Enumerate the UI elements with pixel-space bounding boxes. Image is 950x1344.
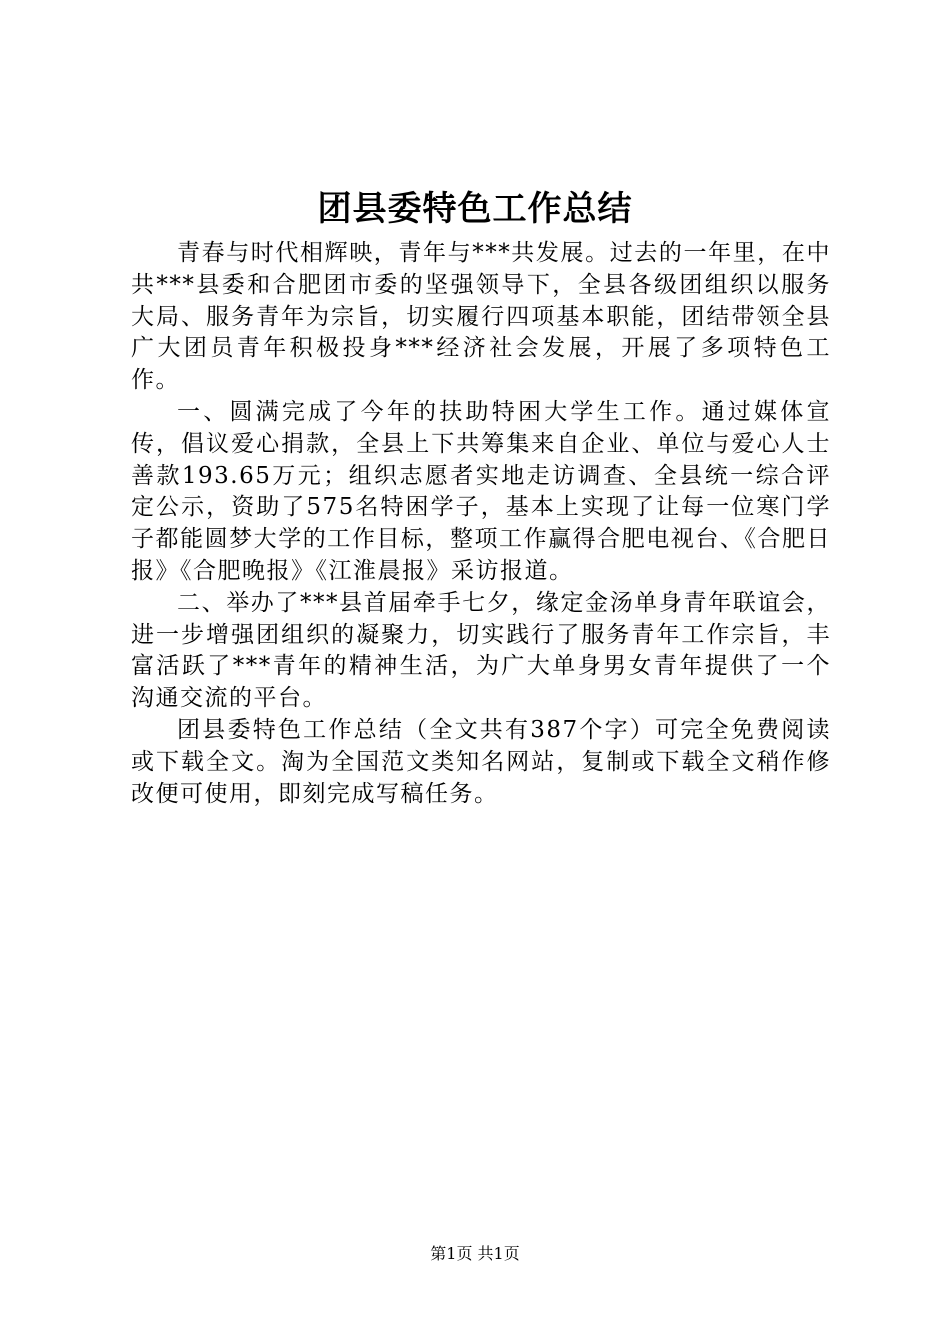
paragraph-intro: 青春与时代相辉映，青年与***共发展。过去的一年里，在中共***县委和合肥团市委的坚强领导下，全县各级团组织以服务大局、服务青年为宗旨，切实履行四项基本职能，团结带领全县广大团员青年积极投身***经济社会发展，开展了多项特色工作。 bbox=[131, 240, 831, 394]
document-body bbox=[131, 238, 831, 810]
page-footer: 第1页 共1页 bbox=[430, 1244, 520, 1263]
paragraph-closing: 团县委特色工作总结（全文共有387个字）可完全免费阅读或下载全文。淘为全国范文类知名网站，复制或下载全文稍作修改便可使用，即刻完成写稿任务。 bbox=[131, 716, 831, 807]
paragraph-section-two: 二、举办了***县首届牵手七夕，缘定金汤单身青年联谊会，进一步增强团组织的凝聚力，切实践行了服务青年工作宗旨，丰富活跃了***青年的精神生活，为广大单身男女青年提供了一个沟通交流的平台。 bbox=[131, 589, 831, 712]
paragraph-section-one: 一、圆满完成了今年的扶助特困大学生工作。通过媒体宣传，倡议爱心捐款，全县上下共筹集来自企业、单位与爱心人士善款193.65万元；组织志愿者实地走访调查、全县统一综合评定公示，资助了575名特困学子，基本上实现了让每一位寒门学子都能圆梦大学的工作目标，整项工作赢得合肥电视台、《合肥日报》《合肥晚报》《江淮晨报》采访报道。 bbox=[131, 398, 831, 584]
document-title: 团县委特色工作总结 bbox=[317, 189, 633, 229]
